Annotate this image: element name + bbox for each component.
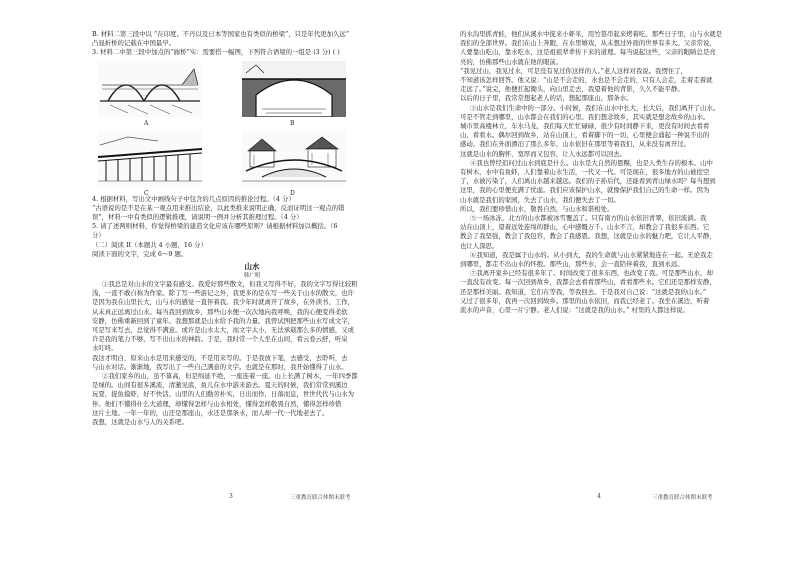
text-line: 从未真正远离过山水。每当我回到故乡，那些山水便一次次地向我呼唤，我的心便变得柔软 bbox=[92, 307, 348, 316]
text-line: 是因为我在山里长大，山与水的感觉一直伴着我。我少年时就离开了故乡，在外读书、工作， bbox=[92, 298, 355, 307]
text-line: 4. 根据材料，写出文中画线句子中包含的几点原因的推论过程。（4 分） bbox=[92, 194, 295, 203]
text-line: ②我们家乡的山，虽不算高，但是绵延不绝，一座连着一座。山上长满了树木，一年四季都 bbox=[102, 372, 358, 381]
paragraph-4 bbox=[460, 159, 780, 214]
text-line: 也让人深思。 bbox=[460, 241, 499, 250]
paragraph-7 bbox=[460, 269, 780, 315]
text-line: 浅，一直不敢自称为作家。除了写一些游记之外，我更多的是在写一些关于山水的散文，也许 bbox=[92, 289, 355, 298]
text-line: ⑥我知道，我是属于山水的。从小到大，我的生命就与山水紧紧地连在一起。无论我走 bbox=[470, 250, 713, 259]
essay-author: 韩广明 bbox=[243, 273, 261, 280]
text-line: B. 材料二第三段中以 “在印度、不丹以及日本等国家也有类似的桥梁”，只是年代更加久远” bbox=[92, 30, 350, 38]
page-number-left: 3 bbox=[229, 493, 233, 500]
left-column bbox=[92, 30, 412, 427]
figure-label-a: A bbox=[144, 119, 149, 127]
bridge-figure-a bbox=[98, 61, 202, 117]
text-line: 教会了我坚强，教会了我包容，教会了我感恩。我想，这就是山水的魅力吧，它让人平静， bbox=[460, 232, 716, 241]
bridge-figure-c bbox=[98, 131, 202, 187]
paragraph-1 bbox=[92, 280, 412, 372]
text-line: 可是写来写去，总觉得不满意。或许是山水太大，而文字太小，无法承载那么多的情感，又或 bbox=[92, 326, 355, 335]
figure-label-c: C bbox=[144, 189, 149, 197]
text-line: “我见过山，我见过水，可是没有见过你这样的人。”老人这样对我说。我愣住了， bbox=[460, 66, 688, 75]
text-line: ④我也曾经追问过山水到底是什么。山水是大自然的恩赐，也是人类生存的根本。山中 bbox=[470, 158, 713, 167]
text-line: 是绿的。山间有很多溪流，清澈见底，鱼儿在水中游来游去。夏天的时候，我们常常到溪边 bbox=[92, 381, 348, 390]
text-line: 我们的全部世界。我们在山上奔跑，在水里嬉戏，从未想过外面的世界有多大。父亲常说， bbox=[460, 39, 716, 48]
text-line: 城市里高楼林立，车水马龙，我们每天忙忙碌碌，很少有时间静下来，更没有时间去看看 bbox=[460, 122, 710, 131]
paragraph-3 bbox=[460, 104, 780, 159]
paragraph-5 bbox=[460, 214, 780, 251]
text-line: 这片土地。一年一年的，山还是那座山，水还是那条水，而人却一代一代地老去了。 bbox=[92, 408, 329, 417]
text-line: 一直没有改变。每一次回到故乡，我都会去看看那些山，看看那些水。它们还是那样安静， bbox=[460, 278, 716, 287]
text-line: 山，看看水。偶尔回到故乡，站在山顶上，看着脚下的一切，心里便会涌起一种说不出的 bbox=[460, 131, 710, 140]
text-line: 到哪里，都走不出山水的怀抱。那些山，那些水，会一直陪伴着我，直到永远。 bbox=[460, 260, 684, 269]
text-line: 可是不管走到哪里，山水都会在我们的心里。我们想念故乡，其实就是想念故乡的山水。 bbox=[460, 112, 710, 121]
text-line: 亮的，仿佛那些山水就在他的眼前。 bbox=[460, 57, 563, 66]
text-line: 走远了。”说完，他便扛起锄头，向山里走去，我望着他的背影，久久不能平静。 bbox=[460, 85, 684, 94]
text-line: 玩耍，捉鱼摸虾，好不快活。山里的人们勤劳朴实，日出而作，日落而息，世世代代与山水为 bbox=[92, 390, 355, 399]
text-line: 这里，我的心里便充满了忧虑。我们应该保护山水，就像保护我们自己的生命一样。因为 bbox=[460, 186, 710, 195]
figure-label-d: D bbox=[290, 189, 295, 197]
essay-title: 山水 bbox=[244, 262, 260, 272]
footer-left: 三重教育联合体期末联考 bbox=[290, 495, 351, 501]
text-line: 伴。他们不懂得什么大道理，却懂得怎样与山水相处，懂得怎样敬畏自然，懂得怎样珍惜 bbox=[92, 399, 342, 408]
text-line: 有树木，水中有鱼虾，人们靠着山水生活，一代又一代。可是现在，很多地方的山被挖空 bbox=[460, 168, 710, 177]
text-line: 5. 请了述两则材料，你觉得桥梁的建造文化应该在哪些原则？请根据材料加以概括。（6 bbox=[92, 222, 338, 231]
right-column bbox=[460, 30, 780, 315]
text-line: 许是我的笔力不够，写不出山水的神韵。于是，我时常一个人坐在山间，看云卷云舒，听泉 bbox=[92, 335, 348, 344]
text-line: 山水就是我们的家园，失去了山水，我们便失去了一切。 bbox=[460, 195, 620, 204]
text-line: 不知道该怎样回答。他又说：“山是不会走的，水也是不会走的，只有人会走，走着走着就 bbox=[460, 76, 713, 85]
text-line: 我这才明白，原来山水是用来感受的，不是用来写的。于是我放下笔，去感受，去聆听，去 bbox=[92, 353, 348, 362]
footer-right: 三重教育联合体期末联考 bbox=[652, 495, 713, 501]
text-line: 安静，仿佛重新回到了童年。我想那就是山水给予我的力量。我曾试图把那些山水写成文字， bbox=[92, 316, 355, 325]
text-line: 分） bbox=[92, 231, 105, 240]
section-instructions: 阅读下面的文字，完成 6～9 题。 bbox=[92, 249, 188, 258]
text-line: ⑦我离开家乡已经有很多年了。时间改变了很多东西，也改变了我。可是那些山水，却 bbox=[470, 269, 713, 278]
paragraph-2 bbox=[92, 372, 412, 427]
page-number-right: 4 bbox=[597, 493, 601, 500]
continued-text bbox=[460, 30, 780, 104]
text-line: 所以，我们要珍惜山水，敬畏自然，与山水和谐相处。 bbox=[460, 204, 614, 213]
text-line: 流水的声音，心里一片宁静。老人们说：“这就是我的山水。” 村里的人都这样说。 bbox=[460, 306, 690, 315]
text-line: ①我总是对山水的文字最有感受。我爱好那些散文，但我又写得不好，我的文字写得比较粗 bbox=[102, 280, 358, 289]
bridge-figure-b bbox=[242, 61, 346, 117]
text-line: 站在山顶上，望着远处连绵的群山，心中感慨万千。山水不言，却教会了我很多东西。它 bbox=[460, 223, 710, 232]
text-line: ③山水是我们生命中的一部分。小时候，我们在山水中长大，长大后，我们离开了山水。 bbox=[470, 103, 720, 112]
bridge-figures bbox=[92, 61, 412, 197]
question-lines bbox=[92, 30, 412, 58]
text-line: 感动。我们在外面漂泊了那么多年，山水依旧在那里等着我们，从来没有离开过。 bbox=[460, 140, 691, 149]
text-line: 我想，这就是山水与人的关系吧。 bbox=[92, 418, 188, 427]
text-line: 的水沟里抓青蛙，他们从溪水中捉来小虾米，用竹签串起来烤着吃。那些日子里，山与水就是 bbox=[460, 30, 723, 38]
text-line: ⑤一场冰冻，北方的山水都被冰雪覆盖了。只有南方的山水依旧青翠，依旧流淌。我 bbox=[470, 214, 707, 223]
question-lines-after-figures bbox=[92, 195, 412, 241]
paragraph-6 bbox=[460, 251, 780, 269]
text-line: 误”，材料一中有类似的逻辑推理，请说明一例并分析其推理过程。（4 分） bbox=[92, 213, 303, 222]
text-line: “古语说的是不是在某一观点用来推出结论，以此类推来说明正确，反而证明这一观点的错 bbox=[92, 203, 345, 212]
text-line: 3. 材料二中第三段中加点的“廊桥”实：需要搭一幅图，下列符合语境的一组是 (3 分) ( ) bbox=[92, 48, 340, 57]
text-line: 还是那样美丽。我知道，它们在等我，等我回去。于是我对自己说：“这就是我的山水。” bbox=[460, 287, 707, 296]
text-line: 又过了很多年，我再一次回到故乡。那里的山水依旧，而我已经老了。我坐在溪边，听着 bbox=[460, 296, 710, 305]
section-header: （二）阅读 II（本题共 4 小题，16 分） bbox=[92, 240, 207, 249]
figure-label-b: B bbox=[290, 119, 295, 127]
text-line: 人要靠山吃山，靠水吃水，这是祖祖辈辈传下来的道理。每当说起这些，父亲的眼睛总是亮 bbox=[460, 48, 716, 57]
text-line: 与山水对话。渐渐地，我写出了一些自己满意的文字。也就是在那时，我开始懂得了山水。 bbox=[92, 362, 348, 371]
text-line: 水叮咚。 bbox=[92, 344, 118, 353]
bridge-figure-d bbox=[242, 131, 346, 187]
text-line: 以后的日子里，我常常想起老人的话，想起那座山，那条水。 bbox=[460, 94, 633, 103]
text-line: 凸显折桥的记载在中国最早。 bbox=[92, 39, 176, 48]
text-line: 这就是山水的胸怀，宽厚而又包容，让人永远都可以回去。 bbox=[460, 149, 627, 158]
text-line: 了，水被污染了，人们离山水越来越远。我们的子孙后代，还能看到青山绿水吗？每当想到 bbox=[460, 177, 716, 186]
